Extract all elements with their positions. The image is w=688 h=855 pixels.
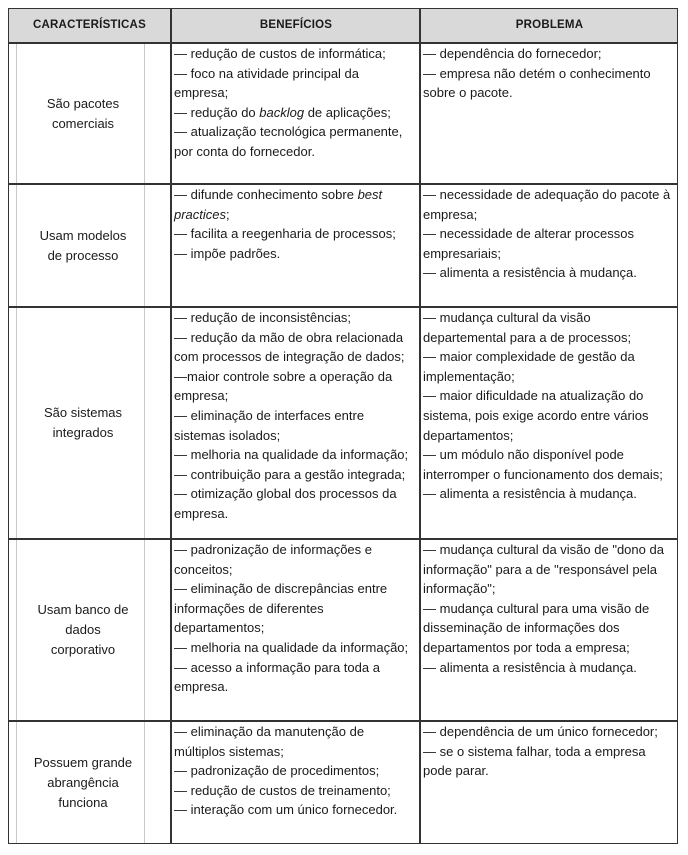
benefit-line: departamentos;: [174, 620, 265, 636]
problem-line: disseminação de informações dos: [423, 620, 620, 636]
benefit-line: — impõe padrões.: [174, 245, 281, 261]
benefit-line: — facilita a reegenharia de processos;: [174, 226, 396, 242]
problem-line: implementação;: [423, 368, 515, 384]
benefit-line: conceitos;: [174, 561, 233, 577]
problem-line: — dependência do fornecedor;: [423, 46, 602, 61]
row-3-caracteristica: São sistemas integrados: [43, 405, 123, 440]
problem-line: departamentos;: [423, 427, 514, 443]
problem-line: — maior complexidade de gestão da: [423, 349, 635, 365]
table-frame: [8, 8, 678, 844]
benefit-line: informações de diferentes: [174, 600, 324, 616]
problem-line: — empresa não detém o conhecimento: [423, 65, 651, 81]
problem-line: interromper o funcionamento dos demais;: [423, 466, 663, 482]
problem-line: — mudança cultural para uma visão de: [423, 600, 650, 616]
problem-line: — mudança cultural da visão: [423, 310, 591, 325]
benefit-line: practices;: [174, 206, 230, 222]
problem-line: informação" para a de "responsável pela: [423, 561, 657, 577]
header-beneficios: BENEFÍCIOS: [172, 8, 420, 42]
benefit-line: — difunde conhecimento sobre best: [174, 187, 383, 202]
problem-line: empresa;: [423, 206, 478, 222]
problem-line: — necessidade de alterar processos: [423, 226, 635, 242]
problem-line: — alimenta a resistência à mudança.: [423, 659, 637, 675]
benefit-line: — melhoria na qualidade da informação;: [174, 447, 409, 463]
problem-line: pode parar.: [423, 763, 489, 779]
benefit-line: sistemas isolados;: [174, 427, 281, 443]
benefit-line: —maior controle sobre a operação da: [174, 368, 393, 384]
benefit-line: — foco na atividade principal da: [174, 65, 360, 81]
benefit-line: — eliminação de discrepâncias entre: [174, 581, 388, 597]
benefit-line: — atualização tecnológica permanente,: [174, 124, 403, 140]
problem-line: — mudança cultural da visão de "dono da: [423, 542, 664, 557]
benefit-line: — interação com um único fornecedor.: [174, 802, 398, 818]
benefit-line: — redução da mão de obra relacionada: [174, 329, 404, 345]
problem-line: sobre o pacote.: [423, 85, 513, 101]
problem-line: — alimenta a resistência à mudança.: [423, 265, 637, 281]
problem-line: — se o sistema falhar, toda a empresa: [423, 743, 646, 759]
row-5-caracteristica: Possuem grande abrangência funciona: [33, 755, 133, 810]
problem-line: empresariais;: [423, 245, 502, 261]
benefit-line: — otimização global dos processos da: [174, 486, 397, 502]
header-caracteristicas: CARACTERÍSTICAS: [8, 8, 171, 42]
benefit-line: — redução de inconsistências;: [174, 310, 352, 325]
benefit-line: — eliminação da manutenção de: [174, 724, 365, 739]
benefit-line: — contribuição para a gestão integrada;: [174, 466, 406, 482]
problem-line: departemental para a de processos;: [423, 329, 632, 345]
row-4-caracteristica: Usam banco de dados corporativo: [37, 602, 129, 657]
benefit-line: múltiplos sistemas;: [174, 743, 284, 759]
benefit-line: empresa;: [174, 85, 229, 101]
benefit-line: empresa.: [174, 679, 229, 695]
header-problema: PROBLEMA: [421, 8, 678, 42]
row-2-caracteristica: Usam modelos de processo: [39, 227, 127, 263]
row-1-caracteristica: São pacotes comerciais: [46, 95, 120, 131]
problem-line: sistema, pois exige acordo entre vários: [423, 407, 649, 423]
problem-line: — necessidade de adequação do pacote à: [423, 187, 671, 202]
benefit-line: por conta do fornecedor.: [174, 143, 315, 159]
problem-line: — um módulo não disponível pode: [423, 447, 624, 463]
benefit-line: com processos de integração de dados;: [174, 349, 405, 365]
problem-line: informação";: [423, 581, 496, 597]
problem-line: — alimenta a resistência à mudança.: [423, 486, 637, 502]
benefit-line: empresa;: [174, 388, 229, 404]
problem-line: — dependência de um único fornecedor;: [423, 724, 658, 739]
benefit-line: — padronização de procedimentos;: [174, 763, 380, 779]
benefit-line: — redução do backlog de aplicações;: [174, 104, 391, 120]
problem-line: — maior dificuldade na atualização do: [423, 388, 644, 404]
benefit-line: — redução de custos de informática;: [174, 46, 386, 61]
problem-line: departamentos por toda a empresa;: [423, 639, 630, 655]
benefit-line: — padronização de informações e: [174, 542, 373, 557]
benefit-line: — redução de custos de treinamento;: [174, 782, 391, 798]
benefit-line: empresa.: [174, 505, 229, 521]
benefit-line: — acesso a informação para toda a: [174, 659, 380, 675]
benefit-line: — eliminação de interfaces entre: [174, 407, 365, 423]
comparison-table: [8, 8, 678, 844]
benefit-line: — melhoria na qualidade da informação;: [174, 639, 409, 655]
